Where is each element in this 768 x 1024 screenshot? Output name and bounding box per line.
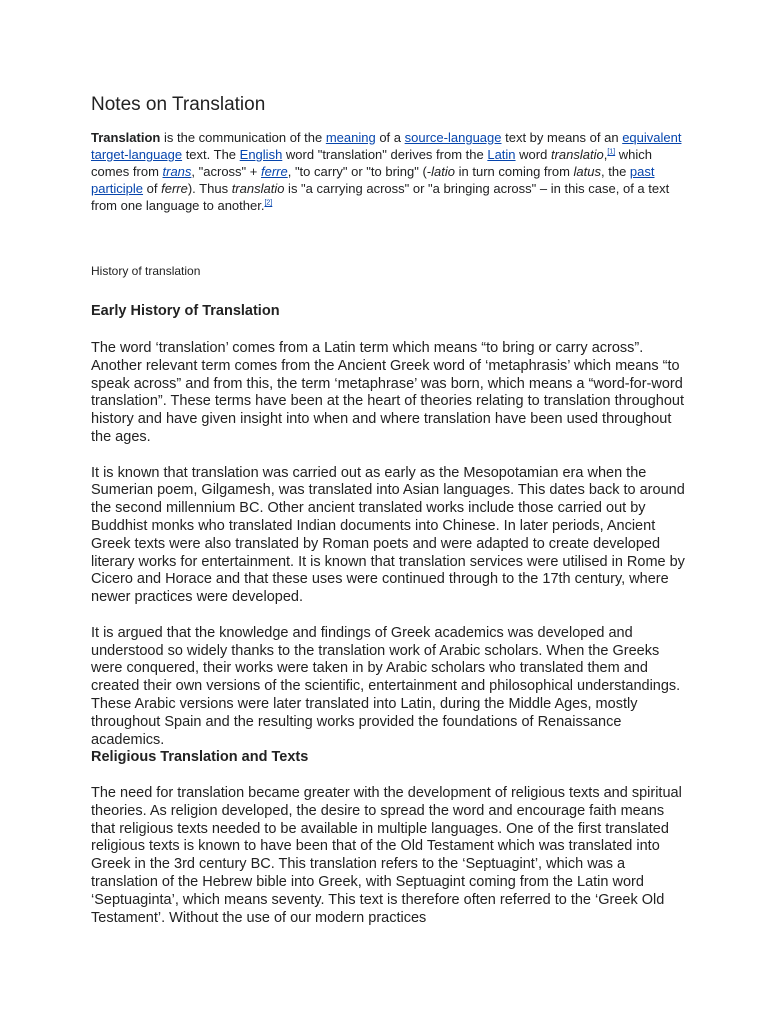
heading-religious-translation: Religious Translation and Texts <box>91 749 309 766</box>
paragraph-1: The word ‘translation’ comes from a Latin term which means “to bring or carry across”. Another relevant term comes from the Ancient Greek word of ‘metaphrasis’ which means “to speak across” and from this, the term ‘metaphrase’ was born, which means a “word-for-word translation”. These terms have been at the heart of theories relating to translation throughout history and have given insight into when and where translation have been used throughout the ages. <box>91 340 684 445</box>
intro-bold-term: Translation <box>91 130 161 145</box>
reference-2[interactable]: [2] <box>264 199 273 207</box>
page-title: Notes on Translation <box>91 94 266 115</box>
intro-paragraph: Translation is the communication of the meaning of a source-language text by means of an equivalent target-language text. The English word "translation" derives from the Latin word translatio,[1] which comes from trans, "across" + ferre, "to carry" or "to bring" (-latio in turn coming from latus, the past participle of ferre). Thus translatio is "a carrying across" or "a bringing across" – in this case, of a text from one language to another.[2] <box>91 130 682 213</box>
heading-early-history: Early History of Translation <box>91 303 280 319</box>
section-label: History of translation <box>91 264 201 278</box>
link-source-language[interactable]: source-language <box>404 130 502 145</box>
link-ferre[interactable]: ferre <box>260 164 288 179</box>
reference-1[interactable]: [1] <box>607 148 616 156</box>
link-trans[interactable]: trans <box>162 164 192 179</box>
link-target-language[interactable]: target-language <box>91 147 183 162</box>
paragraph-4: The need for translation became greater with the development of religious texts and spiritual theories. As religion developed, the desire to spread the word and encourage faith means that religious texts needed to be available in multiple languages. One of the first translated religious texts is known to have been that of the Old Testament which was translated into Greek in the 3rd century BC. This translation refers to the ‘Septuagint’, which was a translation of the Hebrew bible into Greek, with Septuagint coming from the Latin word ‘Septuaginta’, which means seventy. This text is therefore often referred to the ‘Greek Old Testament’. Without the use of our modern practices <box>91 784 682 926</box>
body-text <box>91 340 691 945</box>
paragraph-2: It is known that translation was carried out as early as the Mesopotamian era when the Sumerian poem, Gilgamesh, was translated into Asian languages. This dates back to around the second millennium BC. Other ancient translated works include those carried out by Buddhist monks who translated Indian documents into Chinese. In later periods, Ancient Greek texts were also translated by Roman poets and were adapted to create developed literary works for entertainment. It is known that translation services were utilised in Rome by Cicero and Horace and that these uses were continued through to the 17th century, where newer practices were developed. <box>91 464 685 606</box>
link-meaning[interactable]: meaning <box>325 130 376 145</box>
paragraph-3: It is argued that the knowledge and findings of Greek academics was developed and understood so widely thanks to the translation work of Arabic scholars. When the Greeks were conquered, their works were taken in by Arabic scholars who translated them and created their own versions of the scientific, entertainment and philosophical understandings. These Arabic versions were later translated into Latin, during the Middle Ages, mostly throughout Spain and the resulting works provided the foundations of Renaissance academics. <box>91 624 681 748</box>
link-latin[interactable]: Latin <box>487 147 516 162</box>
link-equivalent[interactable]: equivalent <box>622 130 682 145</box>
link-english[interactable]: English <box>239 147 283 162</box>
link-past-participle[interactable]: past participle <box>91 164 655 196</box>
